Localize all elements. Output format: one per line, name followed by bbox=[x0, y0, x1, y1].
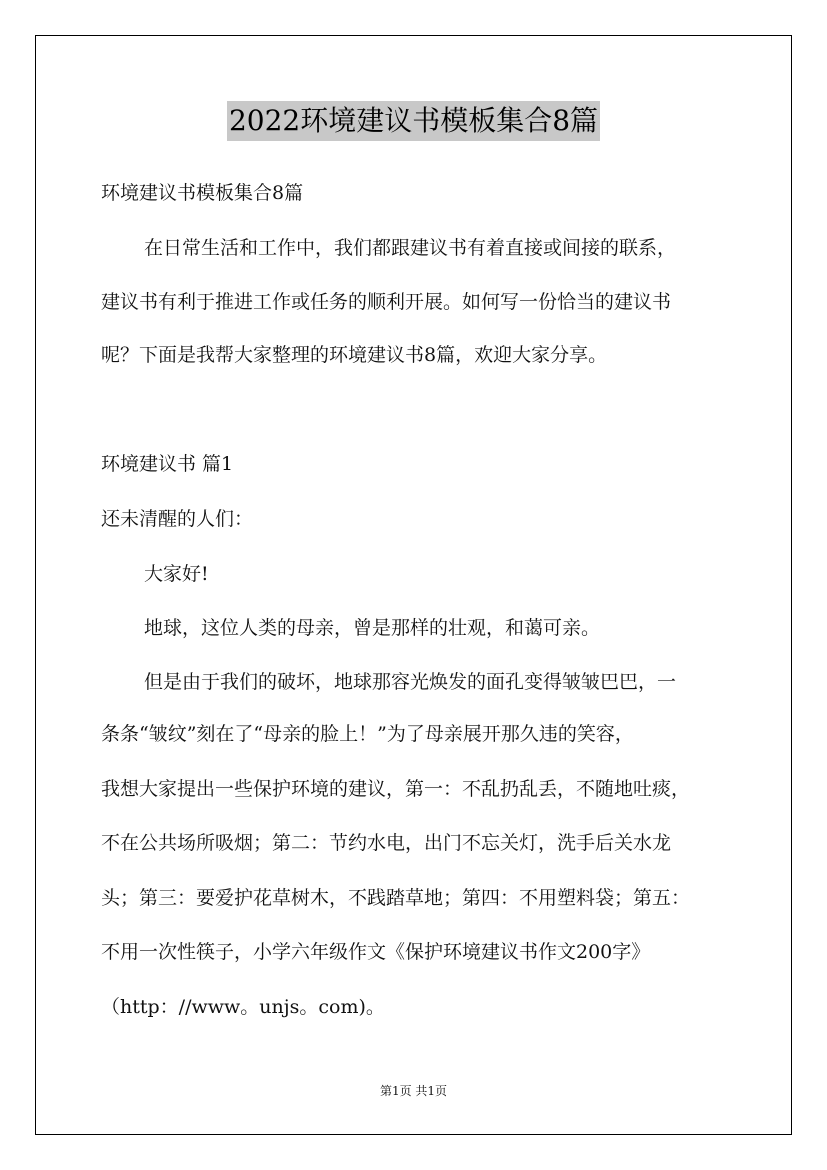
paragraph-line: （http：//www。unjs。com)。 bbox=[101, 996, 385, 1018]
paragraph-line: 我想大家提出一些保护环境的建议，第一：不乱扔乱丢，不随地吐痰， bbox=[101, 778, 691, 800]
title-container bbox=[0, 101, 827, 141]
intro-line: 呢？下面是我帮大家整理的环境建议书8篇，欢迎大家分享。 bbox=[101, 344, 608, 366]
paragraph-line: 不在公共场所吸烟；第二：节约水电，出门不忘关灯，洗手后关水龙 bbox=[101, 832, 672, 854]
intro-line: 在日常生活和工作中，我们都跟建议书有着直接或间接的联系， bbox=[144, 237, 677, 259]
salutation: 还未清醒的人们： bbox=[101, 508, 254, 530]
paragraph-line: 不用一次性筷子，小学六年级作文《保护环境建议书作文200字》 bbox=[101, 941, 651, 963]
page-number-footer: 第1页 共1页 bbox=[379, 1084, 448, 1098]
paragraph-line: 头；第三：要爱护花草树木，不践踏草地；第四：不用塑料袋；第五： bbox=[101, 887, 691, 909]
intro-line: 建议书有利于推进工作或任务的顺利开展。如何写一份恰当的建议书 bbox=[101, 291, 672, 313]
document-title: 2022环境建议书模板集合8篇 bbox=[227, 101, 600, 141]
document-subtitle: 环境建议书模板集合8篇 bbox=[101, 182, 304, 204]
paragraph-line: 地球，这位人类的母亲，曾是那样的壮观，和蔼可亲。 bbox=[144, 617, 601, 639]
paragraph-line: 条条“皱纹”刻在了“母亲的脸上！”为了母亲展开那久违的笑容， bbox=[101, 723, 634, 745]
section-heading: 环境建议书 篇1 bbox=[101, 453, 234, 475]
greeting: 大家好! bbox=[144, 563, 209, 585]
paragraph-line: 但是由于我们的破坏，地球那容光焕发的面孔变得皱皱巴巴，一 bbox=[144, 671, 677, 693]
